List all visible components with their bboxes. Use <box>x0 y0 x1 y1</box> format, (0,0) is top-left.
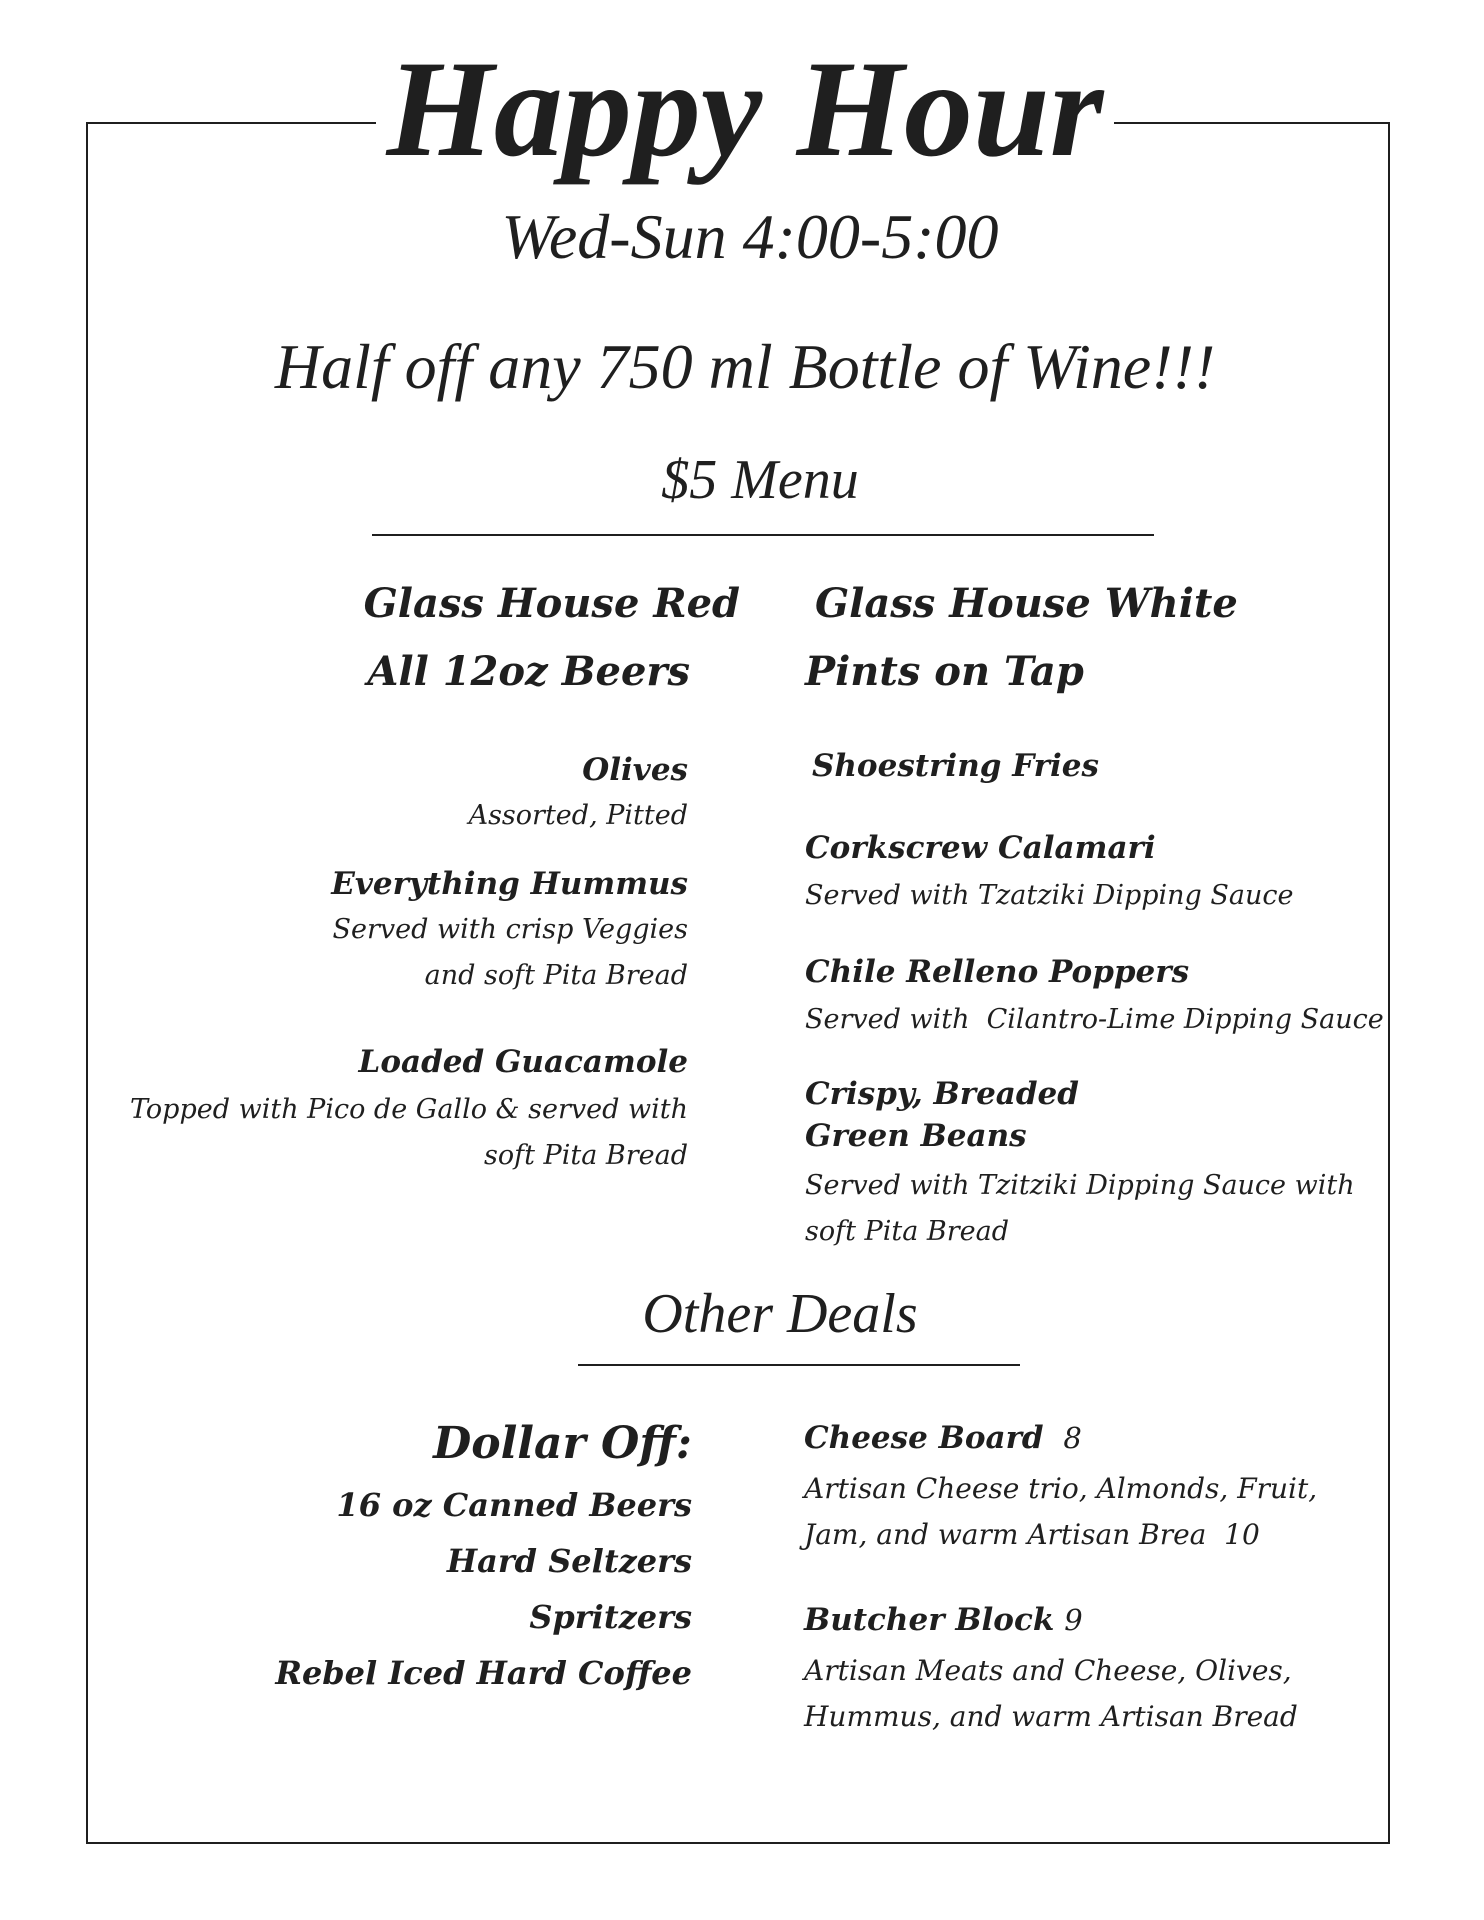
frame-top-left-line <box>86 122 376 124</box>
drink-glass-house-white: Glass House White <box>815 580 1238 627</box>
dollar-off-item: Hard Seltzers <box>446 1542 692 1580</box>
food-desc: Served with crisp Veggies <box>332 914 688 945</box>
food-desc: Topped with Pico de Gallo & served with <box>130 1094 688 1125</box>
cheese-board <box>804 1420 1364 1456</box>
board-desc: Artisan Meats and Cheese, Olives, <box>804 1654 1292 1687</box>
frame-top-right-line <box>1114 122 1390 124</box>
food-desc: Assorted, Pitted <box>468 800 688 831</box>
food-name: Green Beans <box>805 1118 1027 1154</box>
food-desc: Served with Tzitziki Dipping Sauce with <box>805 1170 1355 1201</box>
food-name: Chile Relleno Poppers <box>805 954 1190 990</box>
frame-bottom-line <box>86 1842 1390 1844</box>
days-time: Wed-Sun 4:00-5:00 <box>501 201 999 272</box>
food-name: Loaded Guacamole <box>358 1044 688 1080</box>
drink-all-12oz-beers: All 12oz Beers <box>367 648 690 695</box>
board-desc: Hummus, and warm Artisan Bread <box>804 1700 1298 1733</box>
wine-promo: Half off any 750 ml Bottle of Wine!!! <box>274 331 1216 402</box>
board-desc: Jam, and warm Artisan Brea 10 <box>804 1518 1260 1551</box>
board-name: Cheese Board <box>804 1420 1044 1456</box>
food-desc: and soft Pita Bread <box>424 960 688 991</box>
frame-left-line <box>86 122 88 1844</box>
five-menu-divider <box>372 534 1154 536</box>
five-menu-heading: $5 Menu <box>661 449 859 511</box>
dollar-off-item: Rebel Iced Hard Coffee <box>275 1654 692 1692</box>
dollar-off-item: Spritzers <box>529 1598 692 1636</box>
food-desc: soft Pita Bread <box>805 1216 1009 1247</box>
food-name: Shoestring Fries <box>812 748 1099 784</box>
food-desc: Served with Tzatziki Dipping Sauce <box>805 880 1294 911</box>
dollar-off-item: 16 oz Canned Beers <box>336 1486 692 1524</box>
food-name: Everything Hummus <box>331 866 688 902</box>
food-name: Olives <box>582 752 688 788</box>
food-desc: Served with Cilantro-Lime Dipping Sauce <box>805 1004 1384 1035</box>
drink-pints-on-tap: Pints on Tap <box>805 648 1084 695</box>
board-name: Butcher Block <box>804 1602 1055 1638</box>
board-price: 9 <box>1064 1603 1083 1637</box>
dollar-off-heading: Dollar Off: <box>433 1418 692 1469</box>
drink-glass-house-red: Glass House Red <box>363 580 740 627</box>
butcher-block <box>804 1602 1364 1638</box>
board-price: 8 <box>1063 1421 1082 1455</box>
other-deals-divider <box>578 1364 1020 1366</box>
other-deals-heading: Other Deals <box>642 1283 918 1345</box>
page-title: Happy Hour <box>386 32 1104 185</box>
food-desc: soft Pita Bread <box>484 1140 688 1171</box>
board-desc: Artisan Cheese trio, Almonds, Fruit, <box>804 1472 1318 1505</box>
food-name: Corkscrew Calamari <box>805 830 1156 866</box>
frame-right-line <box>1388 122 1390 1844</box>
food-name: Crispy, Breaded <box>805 1076 1079 1112</box>
